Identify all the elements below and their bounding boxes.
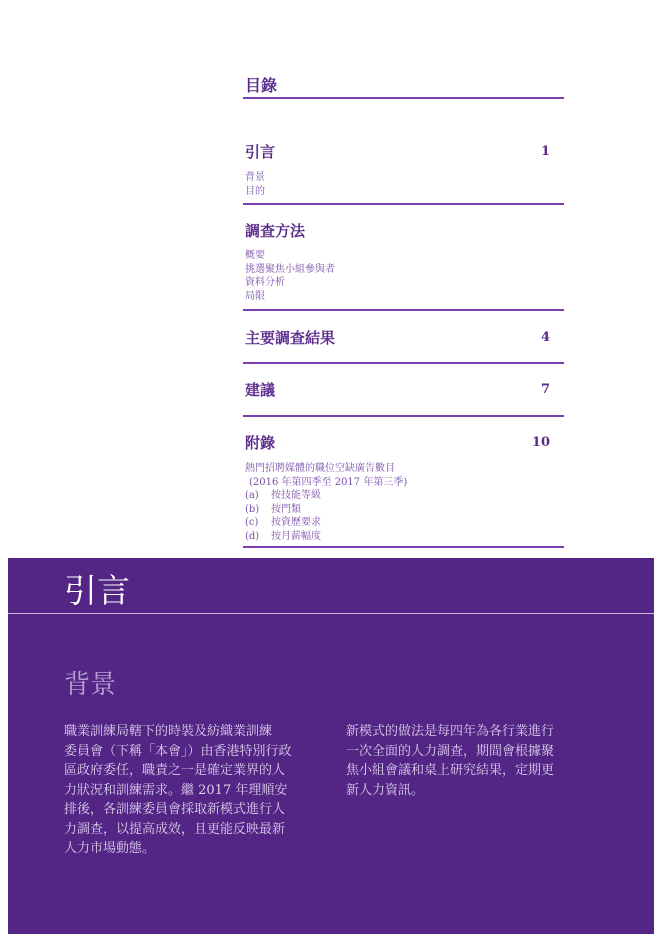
toc-section-introduction[interactable] [243,99,564,197]
appendix-item[interactable] [245,489,564,503]
toc-section-title[interactable]: 調查方法 [245,222,306,240]
text-line: 職業訓練局轄下的時裝及紡織業訓練 [64,724,273,739]
toc-heading: 目錄 [245,76,278,95]
item-text: 按資歷要求 [271,517,321,528]
text-line: 排後，各訓練委員會採取新模式進行人 [64,802,286,817]
item-text: 按月薪幅度 [271,530,321,542]
item-text: 按門類 [271,503,301,515]
appendix-intro: 熱門招聘媒體的職位空缺廣告數目 [245,463,395,474]
text-line: 焦小組會議和桌上研究結果，定期更 [346,763,555,778]
toc-section-recommendations[interactable] [243,364,564,415]
body-column-right [346,722,564,800]
appendix-period: (2016 年第四季至 2017 年第三季) [249,476,408,488]
toc-section-title[interactable]: 引言 [245,143,276,161]
text-line: 人力市場動態。 [64,841,156,856]
toc-page-number: 10 [531,435,550,450]
appendix-item[interactable] [245,516,564,530]
item-text: 按技能等級 [271,490,321,501]
item-label: (c) [245,517,259,528]
toc-subitem[interactable]: 背景 [245,172,265,183]
chapter-title: 引言 [64,571,130,610]
text-line: 區政府委任，職責之一是確定業界的人 [64,763,286,778]
toc-section-title[interactable]: 主要調查結果 [245,329,336,347]
toc-section-title[interactable]: 附錄 [245,434,276,452]
toc-subitem[interactable]: 概要 [245,250,265,261]
toc-section-appendix[interactable] [243,417,564,546]
toc-subitem[interactable]: 資料分析 [245,277,285,288]
text-line: 新人力資訊。 [346,782,425,798]
item-label: (d) [245,530,260,542]
toc-page-number: 1 [540,144,550,159]
toc-section-methodology[interactable] [243,205,564,309]
toc-subitem[interactable]: 目的 [245,185,265,197]
text-line: 委員會（下稱「本會」）由香港特別行政 [64,743,292,759]
toc-section-title[interactable]: 建議 [245,381,276,399]
text-line: 力調查，以提高成效，且更能反映最新 [64,821,286,837]
toc-subitem[interactable]: 挑選聚焦小組參與者 [245,263,335,275]
toc-section-findings[interactable] [243,311,564,362]
appendix-item[interactable] [245,530,564,544]
body-column-left [64,722,310,859]
toc-subitem[interactable]: 局限 [245,290,265,302]
appendix-item[interactable] [245,503,564,517]
table-of-contents [243,75,564,548]
item-label: (a) [245,490,259,501]
section-heading: 背景 [64,670,117,700]
text-line: 一次全面的人力調查，期間會根據聚 [346,743,555,759]
text-line: 力狀況和訓練需求。繼 2017 年理順安 [64,782,288,798]
item-label: (b) [245,503,260,515]
toc-page-number: 7 [540,382,550,397]
text-line: 新模式的做法是每四年為各行業進行 [346,724,555,739]
toc-page-number: 4 [540,330,550,345]
divider [243,546,564,548]
